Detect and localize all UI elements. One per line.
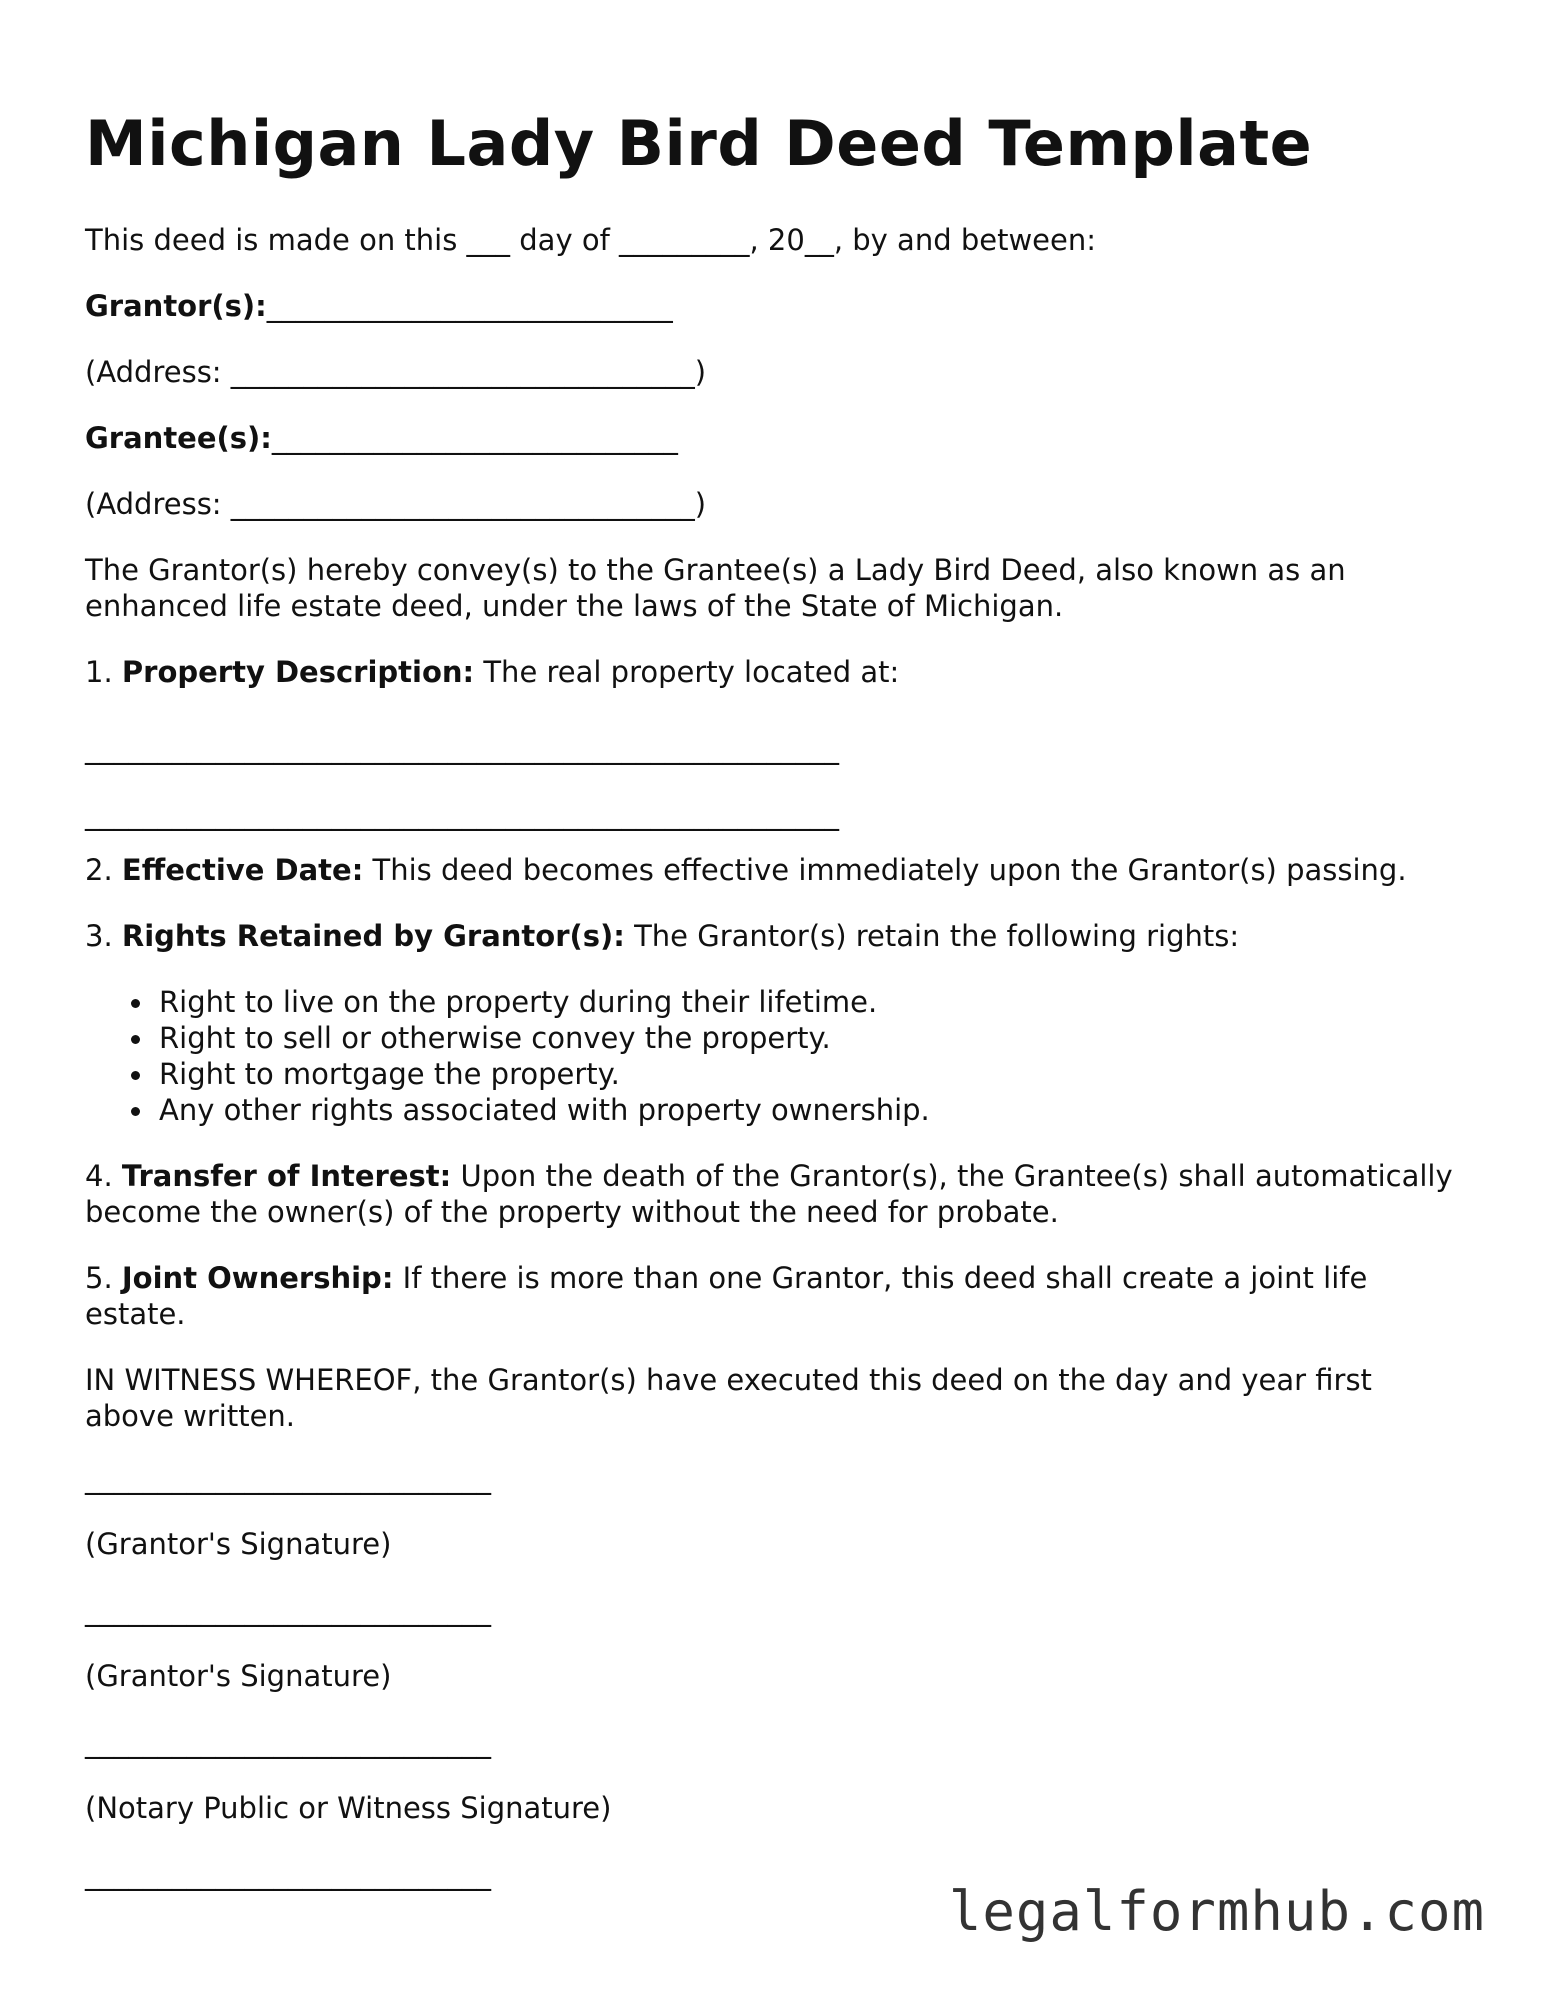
section-rights-retained xyxy=(85,918,1239,954)
section-heading: Effective Date: xyxy=(121,853,364,887)
list-item: Right to mortgage the property. xyxy=(159,1056,930,1092)
rights-list xyxy=(85,984,930,1128)
list-item: Right to sell or otherwise convey the property. xyxy=(159,1020,930,1056)
conveyance-paragraph: The Grantor(s) hereby convey(s) to the Grantee(s) a Lady Bird Deed, also known as an enhanced life estate deed, under the laws of the State of Michigan. xyxy=(85,553,1346,623)
grantee-label: Grantee(s): xyxy=(85,421,272,455)
grantor-line xyxy=(85,288,673,324)
section-property-description xyxy=(85,654,899,690)
grantor-address: (Address: ________________________________) xyxy=(85,355,707,389)
section-heading: Rights Retained by Grantor(s): xyxy=(121,919,625,953)
property-blank-line-2: ____________________________________________________ xyxy=(85,797,839,831)
section-transfer-of-interest xyxy=(85,1158,1465,1230)
section-number: 4. xyxy=(85,1159,113,1193)
section-text: This deed becomes effective immediately upon the Grantor(s) passing. xyxy=(363,853,1407,887)
site-logo: legalformhub.com xyxy=(948,1880,1485,1943)
section-number: 5. xyxy=(85,1261,113,1295)
list-item: Any other rights associated with property ownership. xyxy=(159,1093,930,1127)
document-title: Michigan Lady Bird Deed Template xyxy=(85,107,1313,180)
section-heading: Transfer of Interest: xyxy=(121,1159,452,1193)
section-text: The real property located at: xyxy=(474,655,900,689)
grantee-line xyxy=(85,420,678,456)
signature-line-witness: ____________________________ xyxy=(85,1725,491,1759)
section-number: 1. xyxy=(85,655,113,689)
witness-paragraph: IN WITNESS WHEREOF, the Grantor(s) have executed this deed on the day and year first above written. xyxy=(85,1363,1372,1433)
section-heading: Joint Ownership: xyxy=(121,1261,394,1295)
signature-line-grantor-2: ____________________________ xyxy=(85,1593,491,1627)
grantee-blank: ____________________________ xyxy=(271,421,678,455)
property-blank-line-1: ____________________________________________________ xyxy=(85,731,839,765)
section-heading: Property Description: xyxy=(121,655,475,689)
section-text: The Grantor(s) retain the following rights: xyxy=(624,919,1240,953)
section-number: 3. xyxy=(85,919,113,953)
section-joint-ownership xyxy=(85,1260,1465,1332)
section-effective-date xyxy=(85,852,1407,888)
signature-line-extra: ____________________________ xyxy=(85,1857,491,1891)
signature-label-grantor-1: (Grantor's Signature) xyxy=(85,1527,392,1561)
list-item: Right to live on the property during their lifetime. xyxy=(159,984,930,1020)
section-text: Upon the death of the Grantor(s), the Grantee(s) shall automatically become the owner(s) of the property without the need for probate. xyxy=(85,1159,1453,1229)
grantor-label: Grantor(s): xyxy=(85,289,267,323)
grantee-address: (Address: ________________________________) xyxy=(85,487,707,521)
intro-line: This deed is made on this ___ day of _________, 20__, by and between: xyxy=(85,223,1097,257)
section-text: If there is more than one Grantor, this deed shall create a joint life estate. xyxy=(85,1261,1368,1331)
signature-label-witness: (Notary Public or Witness Signature) xyxy=(85,1791,612,1825)
signature-line-grantor-1: ____________________________ xyxy=(85,1461,491,1495)
grantor-blank: ____________________________ xyxy=(266,289,673,323)
signature-label-grantor-2: (Grantor's Signature) xyxy=(85,1659,392,1693)
section-number: 2. xyxy=(85,853,113,887)
